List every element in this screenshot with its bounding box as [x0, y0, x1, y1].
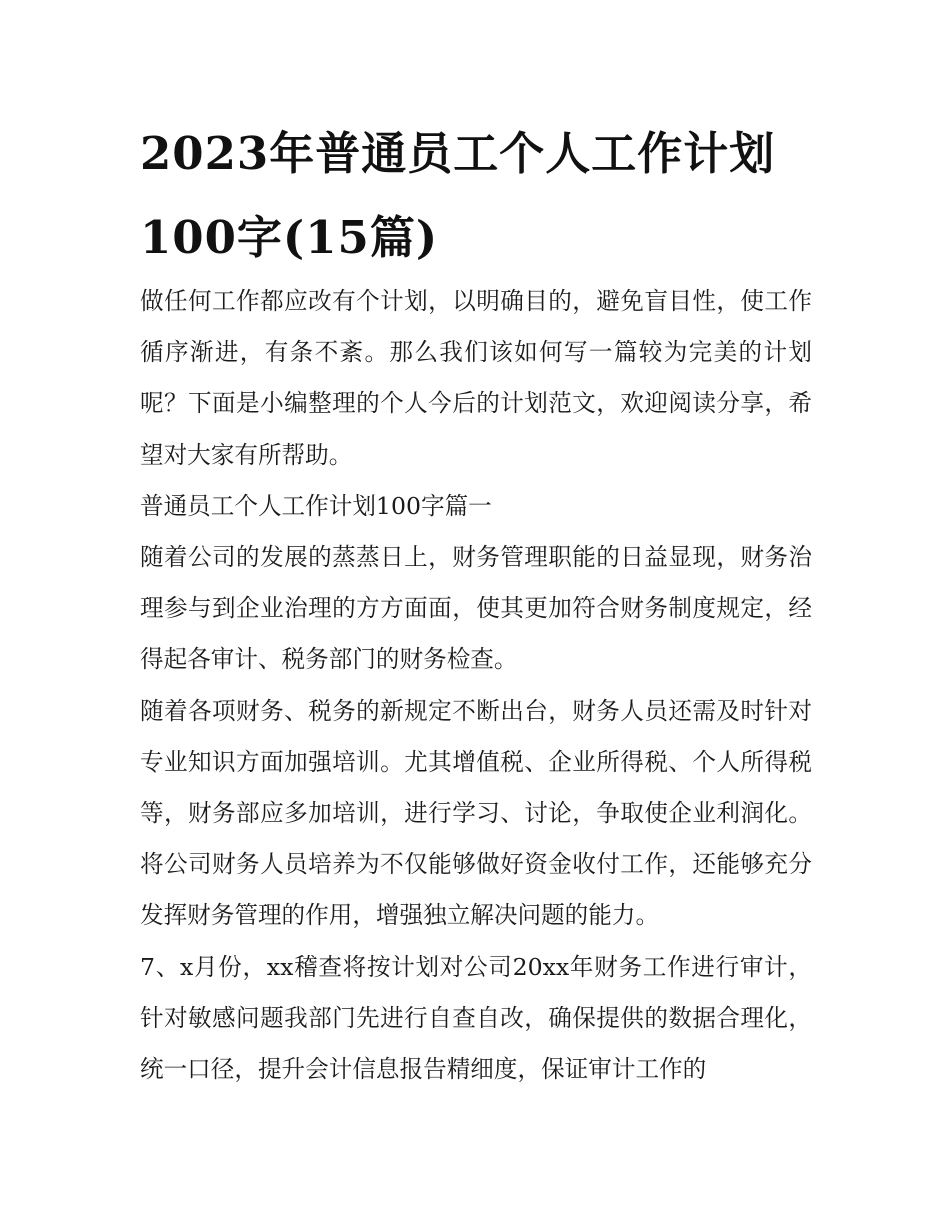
- body-paragraph: 随着公司的发展的蒸蒸日上，财务管理职能的日益显现，财务治理参与到企业治理的方方面面，使其更加符合财务制度规定，经得起各审计、税务部门的财务检查。: [140, 543, 812, 674]
- section-heading: 普通员工个人工作计划100字篇一: [140, 491, 492, 520]
- body-paragraph: 7、x月份，xx稽查将按计划对公司20xx年财务工作进行审计，针对敏感问题我部门先进行自查自改，确保提供的数据合理化，统一口径，提升会计信息报告精细度，保证审计工作的: [140, 952, 812, 1084]
- intro-paragraph: 做任何工作都应改有个计划，以明确目的，避免盲目性，使工作循序渐进，有条不紊。那么我们该如何写一篇较为完美的计划呢？下面是小编整理的个人今后的计划范文，欢迎阅读分享，希望对大家有所帮助。: [140, 287, 812, 469]
- document-title: 2023年普通员工个人工作计划100字(15篇): [140, 127, 776, 264]
- body-paragraph: 随着各项财务、税务的新规定不断出台，财务人员还需及时针对专业知识方面加强培训。尤其增值税、企业所得税、个人所得税等，财务部应多加培训，进行学习、讨论，争取使企业利润化。将公司财务人员培养为不仅能够做好资金收付工作，还能够充分发挥财务管理的作用，增强独立解决问题的能力。: [140, 696, 812, 930]
- document-body: [140, 276, 812, 1095]
